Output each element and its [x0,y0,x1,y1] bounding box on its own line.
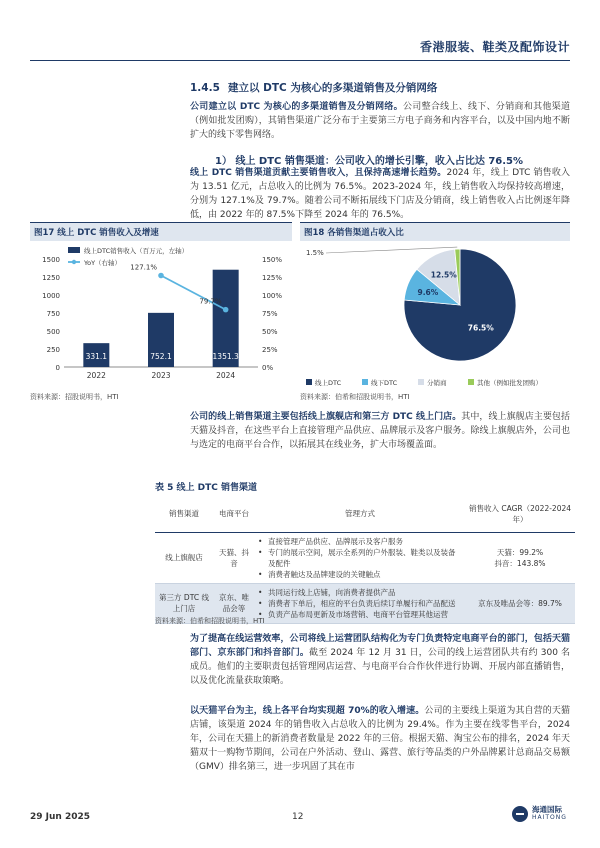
legend-label: 线下DTC [371,379,398,387]
paragraph-ops-team [190,632,570,688]
paragraph-tmall-body: 公司的主要线上渠道为其自营的天猫店铺，该渠道 2024 年的销售收入占总收入的比例为 29.4%。作为主要在线零售平台，2024 年，公司在天猫上的新消费者数量是 2022 年的三倍。根据天猫、淘宝公布的排名，2024 年天猫双十一购物节期间，公司在户外活动、登山、露营、旅行等品类的户外品牌累计总商品交易额（GMV）排名第三，进一步巩固了其在市 [190,706,570,772]
management-bullet: • 消费者下单后，相应的平台负责后续订单履行和产品配送 [258,598,462,609]
paragraph-intro [190,100,570,142]
paragraph-online-channels-body: 其中，线上旗舰店主要包括天猫及抖音，在这些平台上直接管理产品供应、品牌展示及客户服务。除线上旗舰店外，公司也与选定的电商平台合作，以拓展其在线业务，扩大市场覆盖面。 [190,412,570,450]
table-cell-management [255,583,465,623]
legend-line-marker [72,260,76,264]
figure-18-chart [300,241,570,391]
pie-leader-line [326,247,457,253]
section-heading [190,80,437,95]
pie-slice-label: 76.5% [467,323,494,333]
paragraph-ops-team-body: 截至 2024 年 12 月 31 日，公司的线上运营团队共有约 300 名成员。他们的主要职责包括管理网店运营、与电商平台合作伙伴进行协调、开展内部直播销售，以及优化流量获取策略。 [190,648,570,686]
legend-swatch [362,379,368,385]
y-left-tick-label: 500 [46,328,60,336]
legend-label: 线上DTC [315,379,342,387]
page-number: 12 [292,812,304,822]
figure-18-source: 资料来源：伯希和招股说明书，HTI [300,393,410,401]
table-header-cell: 管理方式 [255,496,465,532]
table-5-caption: 表 5 线上 DTC 销售渠道 [155,480,575,497]
table-cell-platform: 天猫、抖音 [213,532,255,583]
management-bullet: • 消费者触达及品牌建设的关键触点 [258,569,462,580]
online-dtc-channel-table [155,496,575,624]
bar-value-label: 752.1 [150,352,172,361]
section-number: 1.4.5 [190,82,220,94]
x-tick-label: 2022 [86,371,106,380]
table-5-source: 资料来源：伯希和招股说明书，HTI [155,617,265,625]
bar-value-label: 1351.3 [212,352,239,361]
table-header-cell: 电商平台 [213,496,255,532]
x-tick-label: 2023 [151,371,171,380]
cagr-value: 抖音：143.8% [494,558,546,568]
logo-en: HAITONG [532,814,567,821]
legend-label: 分销商 [427,379,447,387]
y-left-tick-label: 250 [46,346,60,354]
figure-17-chart [30,241,292,391]
table-cell-cagr [465,583,575,623]
section-title: 建立以 DTC 为核心的多渠道销售及分销网络 [228,82,438,94]
x-tick-label: 2024 [216,371,236,380]
figure-17-title: 图17 线上 DTC 销售收入及增速 [30,222,292,241]
y-right-tick-label: 25% [262,346,278,354]
haitong-logo-icon [512,806,528,822]
paragraph-intro-lead: 公司建立以 DTC 为核心的多渠道销售及分销网络。 [190,102,403,112]
y-left-tick-label: 0 [55,364,60,372]
figure-18 [300,222,570,395]
y-left-tick-label: 1250 [42,274,60,282]
legend-bar-label: 线上DTC销售收入（百万元，左轴） [84,247,189,255]
figure-17 [30,222,292,395]
table-header-row [155,496,575,532]
paragraph-intro-body: 公司整合线上、线下、分销商和其他渠道（例如批发团购），其销售渠道广泛分布于主要第三方电子商务和内容平台，以及中国内地不断扩大的线下零售网络。 [190,102,570,140]
paragraph-online-channels-lead: 公司的线上销售渠道主要包括线上旗舰店和第三方 DTC 线上门店。 [190,412,462,422]
figure-18-title: 图18 各销售渠道占收入比 [300,222,570,241]
paragraph-online-channels [190,410,570,452]
yoy-value-label: 127.1% [130,263,157,272]
table-cell-management [255,532,465,583]
legend-label: 其他（例如批发团购） [477,379,542,387]
y-right-tick-label: 0% [262,364,274,372]
paragraph-tmall-lead: 以天猫平台为主，线上各平台均实现超 70%的收入增速。 [190,706,425,716]
legend-bar-swatch [68,247,80,253]
legend-line-label: YoY（右轴） [84,259,122,267]
table-header-cell: 销售收入 CAGR（2022-2024 年） [465,496,575,532]
yoy-point [158,273,164,279]
table-cell-cagr [465,532,575,583]
logo-cn: 海通国际 [532,805,562,814]
paragraph-ops-team-lead: 为了提高在线运营效率，公司将线上运营团队结构化为专门负责特定电商平台的部门，包括天猫部门、京东部门和抖音部门。 [190,634,570,658]
table-row [155,532,575,583]
legend-swatch [468,379,474,385]
table-cell-platform: 京东、唯品会等 [213,583,255,623]
table-cell-channel: 线上旗舰店 [155,532,213,583]
y-left-tick-label: 750 [46,310,60,318]
header-divider [30,60,570,61]
pie-slice-label: 1.5% [306,249,324,257]
y-right-tick-label: 100% [262,292,283,300]
y-left-tick-label: 1500 [42,256,60,264]
pie-slice-label: 12.5% [430,270,457,280]
yoy-point [223,307,229,313]
sub-heading-online-dtc: 1） 线上 DTC 销售渠道：公司收入的增长引擎，收入占比达 76.5% [215,156,524,167]
legend-swatch [306,379,312,385]
y-left-tick-label: 1000 [42,292,60,300]
management-bullet: • 共同运行线上店铺，向消费者提供产品 [258,587,462,598]
haitong-logo [512,806,567,822]
legend-swatch [418,379,424,385]
footer-date: 29 Jun 2025 [30,812,91,822]
report-header-title: 香港服装、鞋类及配饰设计 [419,40,570,54]
table-header-cell: 销售渠道 [155,496,213,532]
y-right-tick-label: 150% [262,256,283,264]
pie-slice-label: 9.6% [417,287,439,297]
management-bullet: • 负责产品布局更新及市场营销、电商平台管理其他运营 [258,609,462,620]
yoy-value-label: 79.7% [199,297,222,306]
y-right-tick-label: 50% [262,328,278,336]
figure-17-source: 资料来源：招股说明书，HTI [30,393,119,401]
cagr-value: 京东及唯品会等：89.7% [478,598,562,608]
management-bullet: • 直接管理产品供应、品牌展示及客户服务 [258,536,462,547]
management-bullet: • 专门的展示空间，展示全系列的户外服装、鞋类以及装备及配件 [258,547,462,569]
bar-value-label: 331.1 [85,352,108,361]
paragraph-online-dtc-lead: 线上 DTC 销售渠道贡献主要销售收入，且保持高速增长趋势。 [190,168,447,178]
paragraph-tmall [190,704,570,774]
cagr-value: 天猫：99.2% [496,547,544,557]
table-cell-channel: 第三方 DTC 线上门店 [155,583,213,623]
y-right-tick-label: 75% [262,310,278,318]
y-right-tick-label: 125% [262,274,283,282]
paragraph-online-dtc [190,166,570,222]
paragraph-online-dtc-body: 2024 年，线上 DTC 销售收入为 13.51 亿元，占总收入的比例为 76.5%。2023-2024 年，线上销售收入均保持较高增速，分别为 127.1%及 79.7%。随着公司不断拓展线下门店及分销商，线上销售收入占比例逐年降低，由 2022 年的 87.5%下降至 2024 年的 76.5%。 [190,168,571,220]
